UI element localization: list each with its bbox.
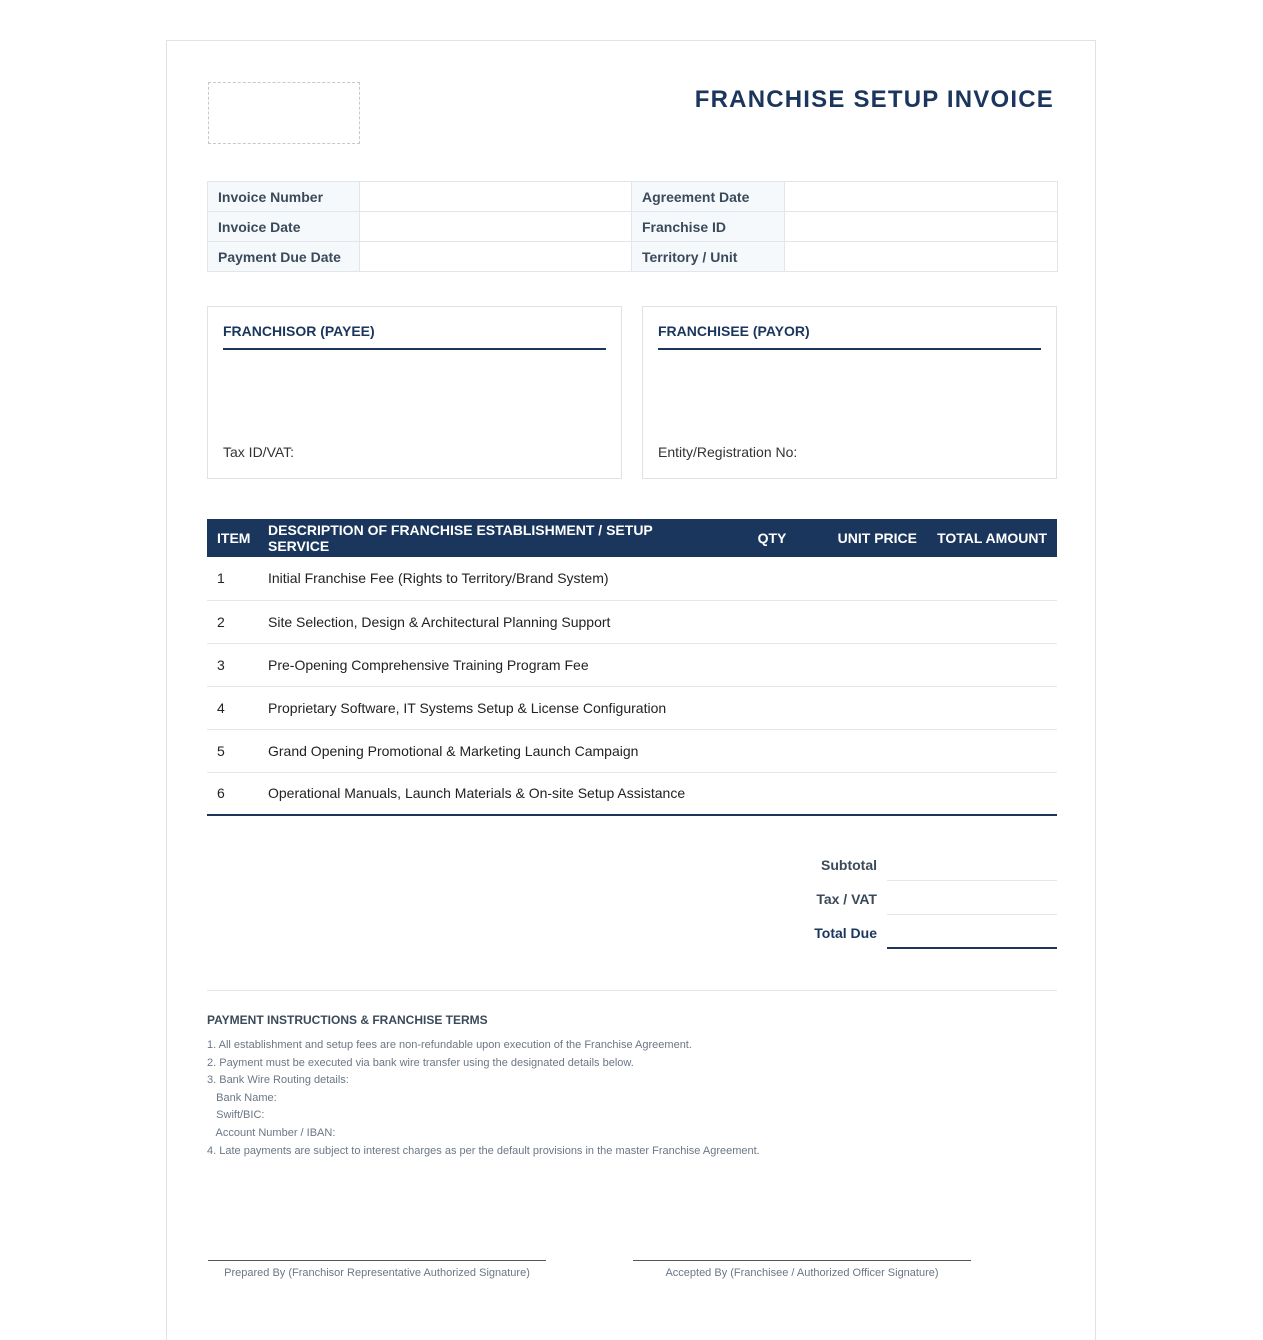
logo-placeholder[interactable] bbox=[208, 82, 360, 144]
payment-due-date-label: Payment Due Date bbox=[208, 242, 360, 272]
payment-due-date-field[interactable] bbox=[360, 242, 632, 272]
item-number: 1 bbox=[207, 557, 258, 600]
table-row bbox=[207, 600, 1057, 643]
item-number: 5 bbox=[207, 729, 258, 772]
terms-line: Bank Name: bbox=[207, 1091, 277, 1104]
item-unit-price-cell[interactable] bbox=[822, 729, 927, 772]
item-qty-cell[interactable] bbox=[722, 557, 822, 600]
item-qty-cell[interactable] bbox=[722, 686, 822, 729]
subtotal-row bbox=[807, 847, 1057, 881]
meta-row bbox=[208, 242, 1058, 272]
terms-title: PAYMENT INSTRUCTIONS & FRANCHISE TERMS bbox=[207, 1013, 488, 1027]
invoice-number-label: Invoice Number bbox=[208, 182, 360, 212]
item-total-cell[interactable] bbox=[927, 600, 1057, 643]
item-qty-cell[interactable] bbox=[722, 729, 822, 772]
franchise-id-label: Franchise ID bbox=[632, 212, 785, 242]
table-row bbox=[207, 686, 1057, 729]
item-description: Operational Manuals, Launch Materials & On-site Setup Assistance bbox=[258, 772, 722, 815]
totals-block bbox=[807, 847, 1057, 949]
accepted-by-signature[interactable] bbox=[633, 1260, 971, 1279]
item-number: 3 bbox=[207, 643, 258, 686]
col-total-amount: TOTAL AMOUNT bbox=[927, 519, 1057, 557]
invoice-meta-table bbox=[207, 181, 1058, 272]
line-items-table bbox=[207, 519, 1057, 816]
col-description: DESCRIPTION OF FRANCHISE ESTABLISHMENT / SETUP SERVICE bbox=[258, 519, 722, 557]
table-row bbox=[207, 729, 1057, 772]
item-description: Site Selection, Design & Architectural Planning Support bbox=[258, 600, 722, 643]
subtotal-value[interactable] bbox=[887, 847, 1057, 881]
item-unit-price-cell[interactable] bbox=[822, 557, 927, 600]
item-qty-cell[interactable] bbox=[722, 600, 822, 643]
franchisee-registration-label: Entity/Registration No: bbox=[658, 444, 798, 460]
col-item: ITEM bbox=[207, 519, 258, 557]
item-qty-cell[interactable] bbox=[722, 772, 822, 815]
item-description: Pre-Opening Comprehensive Training Program Fee bbox=[258, 643, 722, 686]
item-number: 6 bbox=[207, 772, 258, 815]
table-row bbox=[207, 643, 1057, 686]
items-header-row bbox=[207, 519, 1057, 557]
item-qty-cell[interactable] bbox=[722, 643, 822, 686]
item-unit-price-cell[interactable] bbox=[822, 686, 927, 729]
terms-line: Swift/BIC: bbox=[207, 1109, 265, 1122]
item-total-cell[interactable] bbox=[927, 557, 1057, 600]
accepted-by-label: Accepted By (Franchisee / Authorized Officer Signature) bbox=[665, 1267, 939, 1279]
invoice-page bbox=[166, 40, 1096, 1340]
franchise-id-field[interactable] bbox=[785, 212, 1058, 242]
item-description: Grand Opening Promotional & Marketing Launch Campaign bbox=[258, 729, 722, 772]
terms-line: 1. All establishment and setup fees are non-refundable upon execution of the Franchise Agreement. bbox=[207, 1039, 692, 1051]
invoice-date-label: Invoice Date bbox=[208, 212, 360, 242]
territory-label: Territory / Unit bbox=[632, 242, 785, 272]
total-due-value[interactable] bbox=[887, 915, 1057, 949]
item-total-cell[interactable] bbox=[927, 643, 1057, 686]
subtotal-label: Subtotal bbox=[821, 857, 877, 873]
tax-label: Tax / VAT bbox=[816, 891, 877, 907]
territory-field[interactable] bbox=[785, 242, 1058, 272]
item-number: 4 bbox=[207, 686, 258, 729]
agreement-date-label: Agreement Date bbox=[632, 182, 785, 212]
franchisee-heading: FRANCHISEE (PAYOR) bbox=[658, 323, 1041, 350]
item-description: Proprietary Software, IT Systems Setup & License Configuration bbox=[258, 686, 722, 729]
col-qty: QTY bbox=[722, 519, 822, 557]
terms-line: 3. Bank Wire Routing details: bbox=[207, 1074, 349, 1087]
franchisee-box[interactable] bbox=[642, 306, 1057, 479]
invoice-date-field[interactable] bbox=[360, 212, 632, 242]
franchisor-heading: FRANCHISOR (PAYEE) bbox=[223, 323, 606, 350]
table-row bbox=[207, 772, 1057, 815]
item-description: Initial Franchise Fee (Rights to Territory/Brand System) bbox=[258, 557, 722, 600]
table-row bbox=[207, 557, 1057, 600]
item-total-cell[interactable] bbox=[927, 729, 1057, 772]
terms-list bbox=[207, 1037, 760, 1160]
prepared-by-signature[interactable] bbox=[208, 1260, 546, 1279]
prepared-by-label: Prepared By (Franchisor Representative Authorized Signature) bbox=[224, 1267, 530, 1279]
terms-line: Account Number / IBAN: bbox=[207, 1126, 336, 1139]
terms-line: 2. Payment must be executed via bank wire transfer using the designated details below. bbox=[207, 1056, 634, 1069]
tax-row bbox=[807, 881, 1057, 915]
terms-line: 4. Late payments are subject to interest charges as per the default provisions in the master Franchise Agreement. bbox=[207, 1144, 760, 1157]
item-unit-price-cell[interactable] bbox=[822, 772, 927, 815]
item-unit-price-cell[interactable] bbox=[822, 643, 927, 686]
item-number: 2 bbox=[207, 600, 258, 643]
franchisor-box[interactable] bbox=[207, 306, 622, 479]
item-unit-price-cell[interactable] bbox=[822, 600, 927, 643]
item-total-cell[interactable] bbox=[927, 686, 1057, 729]
meta-row bbox=[208, 182, 1058, 212]
tax-value[interactable] bbox=[887, 881, 1057, 915]
item-total-cell[interactable] bbox=[927, 772, 1057, 815]
terms-divider bbox=[207, 990, 1057, 991]
page-title: FRANCHISE SETUP INVOICE bbox=[694, 86, 1054, 113]
franchisor-tax-id-label: Tax ID/VAT: bbox=[223, 444, 295, 460]
meta-row bbox=[208, 212, 1058, 242]
agreement-date-field[interactable] bbox=[785, 182, 1058, 212]
col-unit-price: UNIT PRICE bbox=[822, 519, 927, 557]
total-due-label: Total Due bbox=[814, 925, 877, 941]
total-due-row bbox=[807, 915, 1057, 949]
invoice-number-field[interactable] bbox=[360, 182, 632, 212]
